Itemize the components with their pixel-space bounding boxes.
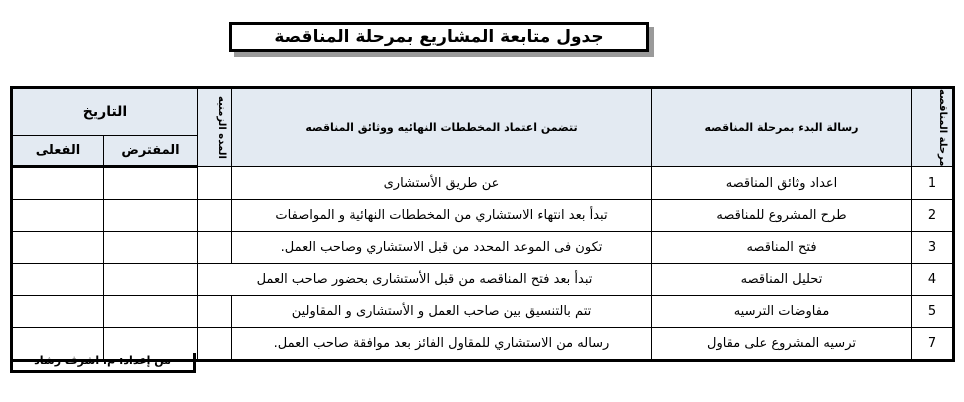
row-date-planned bbox=[104, 167, 198, 200]
row-date-actual bbox=[12, 200, 104, 232]
table-row bbox=[12, 167, 954, 200]
date-actual-header: الفعلى bbox=[12, 135, 104, 167]
row-date-actual bbox=[12, 167, 104, 200]
row-date-planned bbox=[104, 264, 198, 296]
row-requirement: تكون فى الموعد المحدد من قبل الاستشاري وصاحب العمل. bbox=[232, 232, 652, 264]
row-requirement: تتم بالتنسيق بين صاحب العمل و الأستشارى و المقاولين bbox=[232, 296, 652, 328]
row-stage: طرح المشروع للمناقصه bbox=[652, 200, 912, 232]
table-row bbox=[12, 200, 954, 232]
row-duration bbox=[198, 296, 232, 328]
row-stage: تحليل المناقصه bbox=[652, 264, 912, 296]
row-number: 1 bbox=[912, 167, 954, 200]
row-duration bbox=[198, 200, 232, 232]
row-number: 2 bbox=[912, 200, 954, 232]
row-requirement: تبدأ بعد فتح المناقصه من قبل الأستشارى بحضور صاحب العمل bbox=[198, 264, 652, 296]
row-number: 7 bbox=[912, 328, 954, 361]
row-stage: مفاوضات الترسيه bbox=[652, 296, 912, 328]
start-letter-header: رسالة البدء بمرحلة المناقصه bbox=[652, 88, 912, 167]
row-number: 4 bbox=[912, 264, 954, 296]
row-duration bbox=[198, 232, 232, 264]
row-date-planned bbox=[104, 232, 198, 264]
row-date-actual bbox=[12, 232, 104, 264]
row-requirement: عن طريق الأستشارى bbox=[232, 167, 652, 200]
row-date-planned bbox=[104, 200, 198, 232]
requirements-header: تتضمن اعتماد المخططات النهائيه ووثائق المناقصه bbox=[232, 88, 652, 167]
row-number: 3 bbox=[912, 232, 954, 264]
row-number: 5 bbox=[912, 296, 954, 328]
row-stage: فتح المناقصه bbox=[652, 232, 912, 264]
row-date-actual bbox=[12, 296, 104, 328]
table-row bbox=[12, 264, 954, 296]
page-title: جدول متابعة المشاريع بمرحلة المناقصة bbox=[229, 22, 649, 52]
row-date-actual bbox=[12, 264, 104, 296]
row-stage: اعداد وثائق المناقصه bbox=[652, 167, 912, 200]
table-row bbox=[12, 296, 954, 328]
duration-header: المده الزمنيه bbox=[198, 88, 232, 167]
row-date-planned bbox=[104, 296, 198, 328]
date-header: التاريخ bbox=[12, 88, 198, 136]
author-credit: من إعداد: م. اشرف رشاد bbox=[10, 353, 196, 373]
row-duration bbox=[198, 328, 232, 361]
row-requirement: رساله من الاستشاري للمقاول الفائز بعد موافقة صاحب العمل. bbox=[232, 328, 652, 361]
date-planned-header: المفترض bbox=[104, 135, 198, 167]
stage-number-header: مرحلة المناقصه bbox=[912, 88, 954, 167]
row-duration bbox=[198, 167, 232, 200]
row-stage: ترسيه المشروع على مقاول bbox=[652, 328, 912, 361]
table-row bbox=[12, 232, 954, 264]
tender-tracking-table bbox=[10, 86, 955, 362]
row-requirement: تبدأ بعد انتهاء الاستشاري من المخططات النهائية و المواصفات bbox=[232, 200, 652, 232]
